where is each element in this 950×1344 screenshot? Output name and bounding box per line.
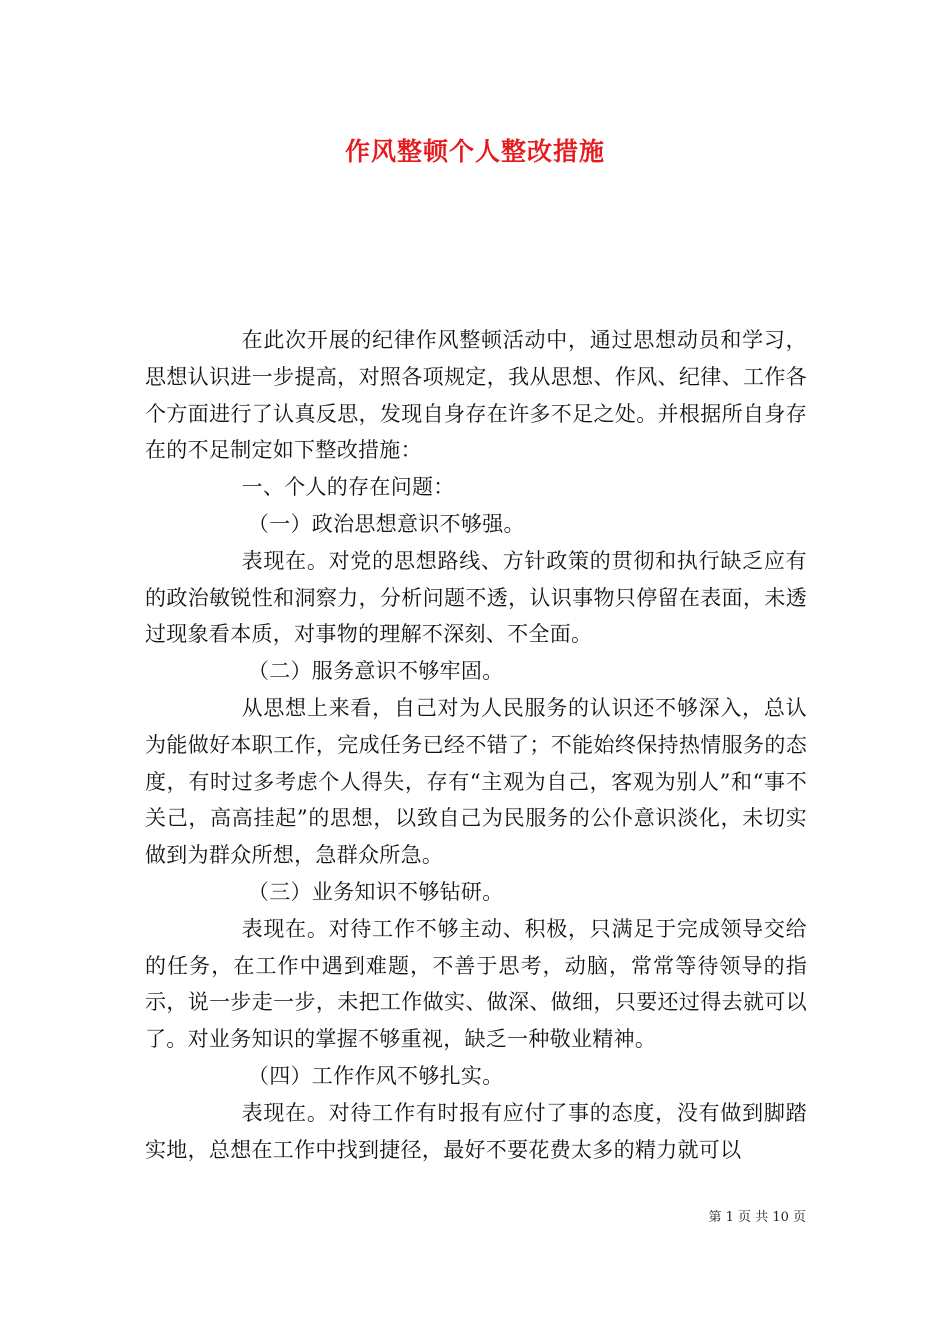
page-number-footer: 第 1 页 共 10 页 [708,1210,806,1225]
section-heading-1: 一、个人的存在问题： [241,475,455,500]
paragraph-3: 表现在。对待工作不够主动、积极，只满足于完成领导交给的任务，在工作中遇到难题，不善于思考，动脑，常常等待领导的指示，说一步走一步，未把工作做实、做深、做细，只要还过得去就可以了。对业务知识的掌握不够重视，缺乏一种敬业精神。 [145,916,807,1052]
document-title: 作风整顿个人整改措施 [344,137,605,166]
subheading-2: （二）服务意识不够牢固。 [247,659,504,684]
document-body [145,322,807,1168]
subheading-3: （三）业务知识不够钻研。 [247,879,504,904]
paragraph-2: 从思想上来看，自己对为人民服务的认识还不够深入，总认为能做好本职工作，完成任务已经不错了；不能始终保持热情服务的态度，有时过多考虑个人得失，存有“主观为自己，客观为别人”和“事不关己，高高挂起”的思想，以致自己为民服务的公仆意识淡化，未切实做到为群众所想，急群众所急。 [145,695,807,868]
paragraph-4: 表现在。对待工作有时报有应付了事的态度，没有做到脚踏实地，总想在工作中找到捷径，最好不要花费太多的精力就可以 [145,1100,807,1162]
subheading-4: （四）工作作风不够扎实。 [247,1063,504,1088]
paragraph-1: 表现在。对党的思想路线、方针政策的贯彻和执行缺乏应有的政治敏锐性和洞察力，分析问题不透，认识事物只停留在表面，未透过现象看本质，对事物的理解不深刻、不全面。 [145,548,807,647]
paragraph-intro: 在此次开展的纪律作风整顿活动中，通过思想动员和学习，思想认识进一步提高，对照各项规定，我从思想、作风、纪律、工作各个方面进行了认真反思，发现自身存在许多不足之处。并根据所自身存在的不足制定如下整改措施： [145,328,807,463]
subheading-1: （一）政治思想意识不够强。 [247,511,525,536]
